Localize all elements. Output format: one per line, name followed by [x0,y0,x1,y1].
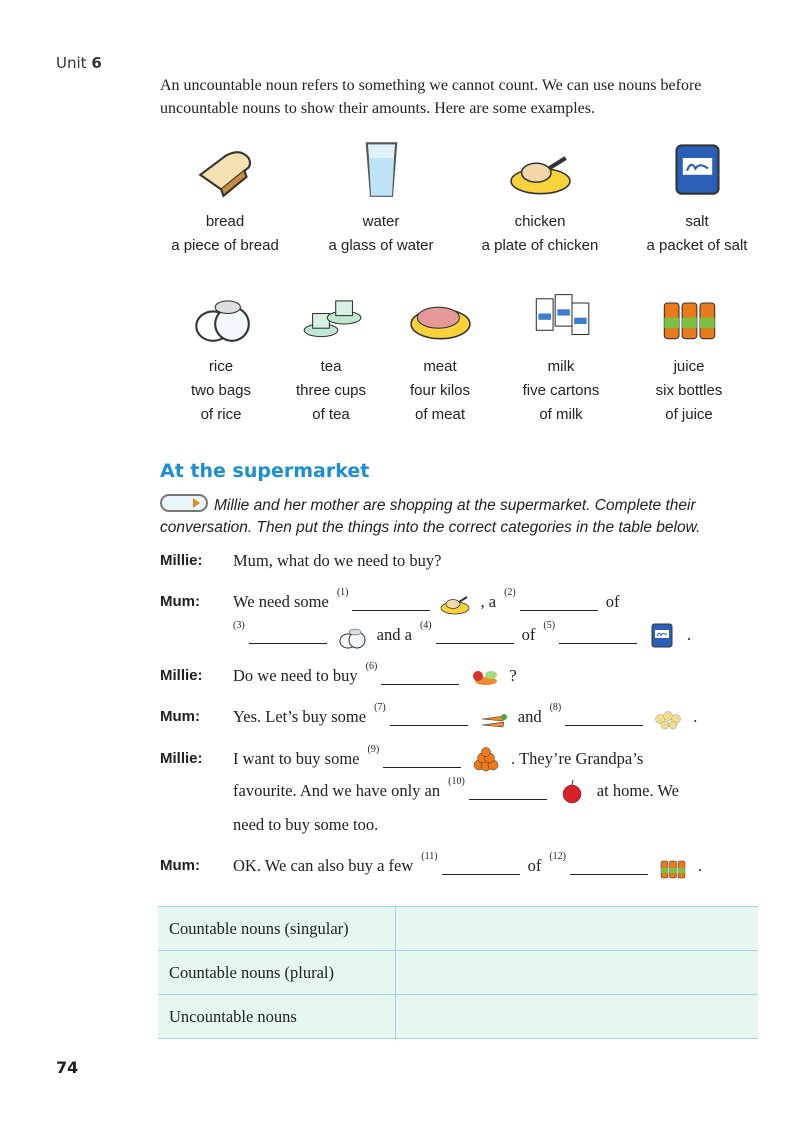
category-table [158,906,758,1039]
intro-paragraph: An uncountable noun refers to something we cannot count. We can use nouns before uncountable nouns to show their amounts. Here are some examples. [160,77,702,117]
dialogue-line [160,744,770,774]
example-amount1: three cups [295,382,367,399]
speaker: Mum: [160,708,200,725]
line-text [229,744,647,774]
dialogue-line [160,810,770,840]
chicken-icon [440,587,470,617]
example-amount2: of juice [665,406,713,423]
text: favourite. And we have only an [233,781,441,800]
answer-blank[interactable] [390,709,468,726]
blank-number: (7) [374,702,386,713]
answer-blank[interactable] [436,627,514,644]
example-amount2: of rice [200,406,242,423]
blank-number: (8) [549,702,562,713]
page-number: 74 [56,1058,79,1077]
juice-icon [634,281,744,345]
answer-blank[interactable] [565,709,643,726]
unit-text: Unit [56,54,87,72]
example-amount1: five cartons [522,382,600,399]
audio-button[interactable] [160,494,208,512]
text: need to buy some too. [233,815,379,834]
text: . [693,707,698,726]
instruction-text: Millie and her mother are shopping at the supermarket. Complete their conversation. Then put the things into the correct categories in the table below. [160,497,701,536]
text: ? [509,666,517,685]
table-row [158,995,758,1039]
dialogue-line [160,661,770,691]
text: Do we need to buy [233,666,358,685]
meat-icon [385,281,495,345]
salt-icon [622,136,772,200]
answer-blank[interactable] [469,783,547,800]
section-heading: At the supermarket [160,460,370,482]
text: of [605,592,620,611]
text: of [527,856,542,875]
dialogue-line [160,546,770,576]
text: , a [480,592,497,611]
category-answer-cell[interactable] [396,907,759,951]
blank-number: (1) [336,587,349,598]
juice-icon [658,851,688,881]
water-icon [306,136,456,200]
dialogue-line [160,587,770,617]
speaker: Millie: [160,750,203,767]
answer-blank[interactable] [520,594,598,611]
blank-number: (3) [233,620,245,631]
text: Mum, what do we need to buy? [233,551,442,570]
line-text [229,851,706,881]
category-label: Countable nouns (plural) [158,951,396,995]
example-amount: a packet of salt [646,237,748,254]
example-amount: a glass of water [328,237,434,254]
line-text [229,776,683,806]
answer-blank[interactable] [570,858,648,875]
blank-number: (11) [421,851,438,862]
example-noun: salt [685,213,709,230]
category-answer-cell[interactable] [396,951,759,995]
dialogue-line [160,776,770,806]
instruction [160,494,780,539]
example-item [306,136,456,258]
answer-blank[interactable] [249,627,327,644]
example-amount2: of milk [539,406,583,423]
example-noun: rice [208,358,234,375]
rice-icon [166,281,276,345]
speaker: Mum: [160,593,200,610]
dialogue-line [160,702,770,732]
unit-number: 6 [91,54,102,72]
blank-number: (12) [549,851,566,862]
example-item [150,136,300,258]
blank-number: (2) [504,587,516,598]
answer-blank[interactable] [352,594,430,611]
example-item [166,281,276,427]
example-noun: meat [423,358,457,375]
example-amount: a piece of bread [171,237,279,254]
vegetables-icon [469,661,499,691]
text: of [521,625,536,644]
category-answer-cell[interactable] [396,995,759,1039]
blank-number: (10) [448,776,465,787]
blank-number: (9) [367,744,380,755]
category-label: Countable nouns (singular) [158,907,396,951]
carrots-icon [478,702,508,732]
example-noun: tea [320,358,342,375]
text: . [698,856,703,875]
example-item [506,281,616,427]
speaker: Millie: [160,667,203,684]
example-amount: a plate of chicken [481,237,599,254]
text: . They’re Grandpa’s [511,749,644,768]
text: and [517,707,542,726]
example-item [465,136,615,258]
example-item [622,136,772,258]
example-item [634,281,744,427]
blank-number: (6) [365,661,378,672]
line-text [229,546,446,576]
chicken-icon [465,136,615,200]
tea-icon [276,281,386,345]
line-text [229,702,701,732]
speaker: Millie: [160,552,203,569]
example-noun: milk [547,358,575,375]
text: at home. We [596,781,679,800]
example-noun: juice [673,358,705,375]
rice-icon [337,620,367,650]
line-text [229,810,382,840]
speaker: Mum: [160,857,200,874]
example-amount2: of meat [414,406,466,423]
example-amount2: of tea [312,406,350,423]
answer-blank[interactable] [381,668,459,685]
potatoes-icon [653,702,683,732]
answer-blank[interactable] [442,858,520,875]
oranges-icon [471,744,501,774]
example-item [276,281,386,427]
table-row [158,907,758,951]
example-item [385,281,495,427]
text: We need some [233,592,329,611]
line-text [229,620,695,650]
milk-icon [506,281,616,345]
example-noun: bread [205,213,245,230]
dialogue-line [160,620,770,650]
apple-icon [557,776,587,806]
answer-blank[interactable] [559,627,637,644]
text: . [687,625,692,644]
table-row [158,951,758,995]
blank-number: (4) [419,620,432,631]
example-amount1: two bags [190,382,252,399]
example-noun: chicken [514,213,566,230]
dialogue-line [160,851,770,881]
example-amount1: six bottles [655,382,723,399]
text: OK. We can also buy a few [233,856,414,875]
text: and a [376,625,412,644]
unit-label [56,54,102,72]
example-amount1: four kilos [409,382,471,399]
text: I want to buy some [233,749,360,768]
text: Yes. Let’s buy some [233,707,367,726]
line-text [229,587,623,617]
category-label: Uncountable nouns [158,995,396,1039]
example-noun: water [362,213,400,230]
blank-number: (5) [543,620,556,631]
salt-icon [647,620,677,650]
line-text [229,661,521,691]
bread-icon [150,136,300,200]
answer-blank[interactable] [383,751,461,768]
